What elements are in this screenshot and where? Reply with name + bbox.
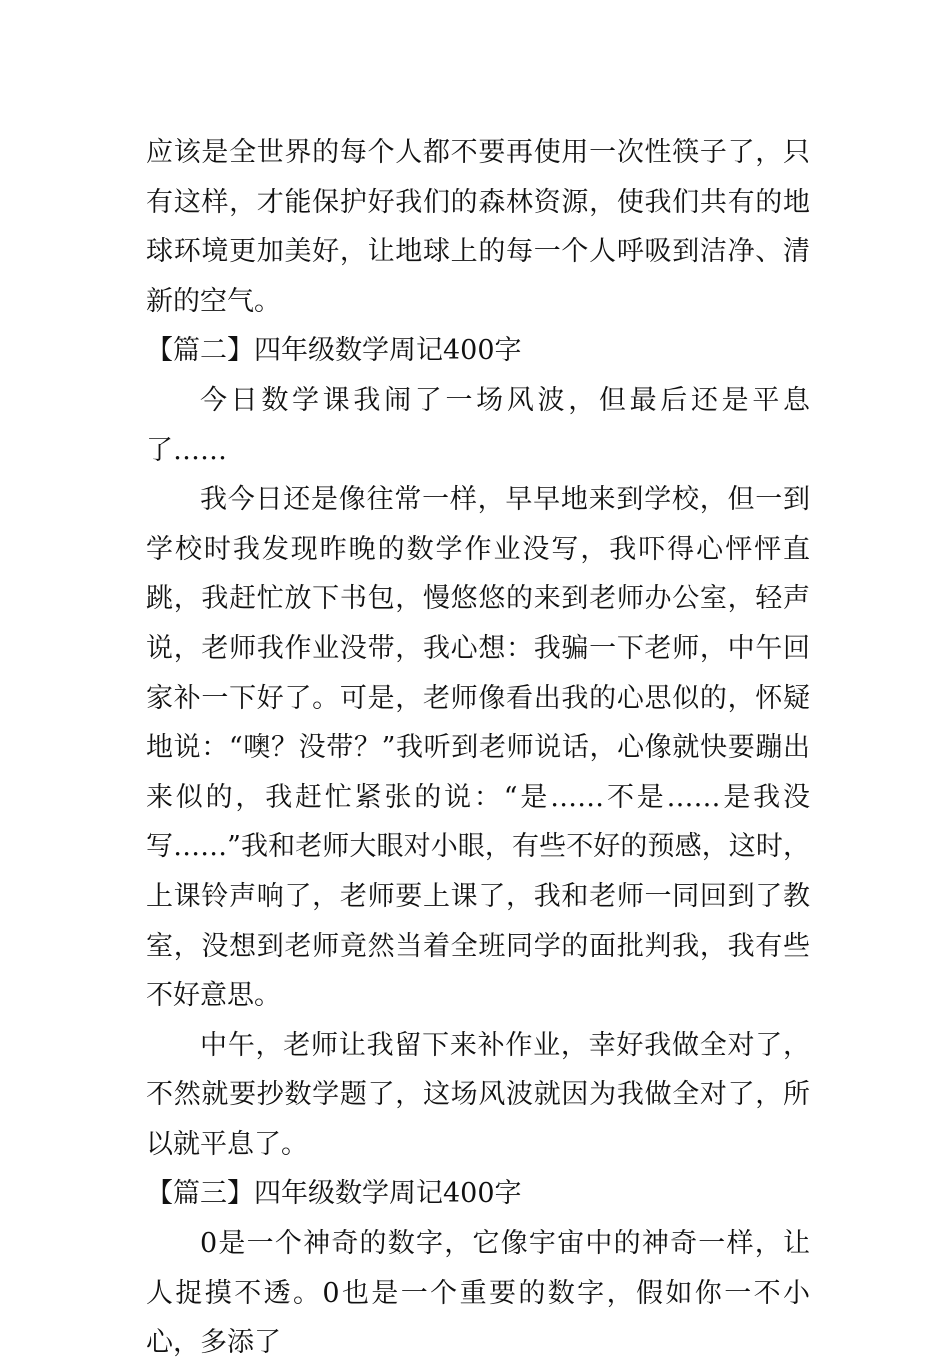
paragraph-conclusion: 中午，老师让我留下来补作业，幸好我做全对了，不然就要抄数学题了，这场风波就因为我做全对了，所以就平息了。 <box>146 1029 810 1160</box>
paragraph-zero: 0是一个神奇的数字，它像宇宙中的神奇一样，让人捉摸不透。0也是一个重要的数字，假如你一不小心，多添了 <box>146 1228 810 1359</box>
document-body <box>146 128 810 1368</box>
section-heading-part-three: 【篇三】四年级数学周记400字 <box>146 1178 522 1210</box>
paragraph-story: 我今日还是像往常一样，早早地来到学校，但一到学校时我发现昨晚的数学作业没写，我吓得心怦怦直跳，我赶忙放下书包，慢悠悠的来到老师办公室，轻声说，老师我作业没带，我心想：我骗一下老师，中午回家补一下好了。可是，老师像看出我的心思似的，怀疑地说：“噢？没带？”我听到老师说话，心像就快要蹦出来似的，我赶忙紧张的说：“是……不是……是我没写……”我和老师大眼对小眼，有些不好的预感，这时，上课铃声响了，老师要上课了，我和老师一同回到了教室，没想到老师竟然当着全班同学的面批判我，我有些不好意思。 <box>146 484 810 1012</box>
paragraph-intro-continued: 应该是全世界的每个人都不要再使用一次性筷子了，只有这样，才能保护好我们的森林资源，使我们共有的地球环境更加美好，让地球上的每一个人呼吸到洁净、清新的空气。 <box>146 137 810 317</box>
section-heading-part-two: 【篇二】四年级数学周记400字 <box>146 335 522 367</box>
paragraph-opening: 今日数学课我闹了一场风波，但最后还是平息了…… <box>146 384 810 466</box>
